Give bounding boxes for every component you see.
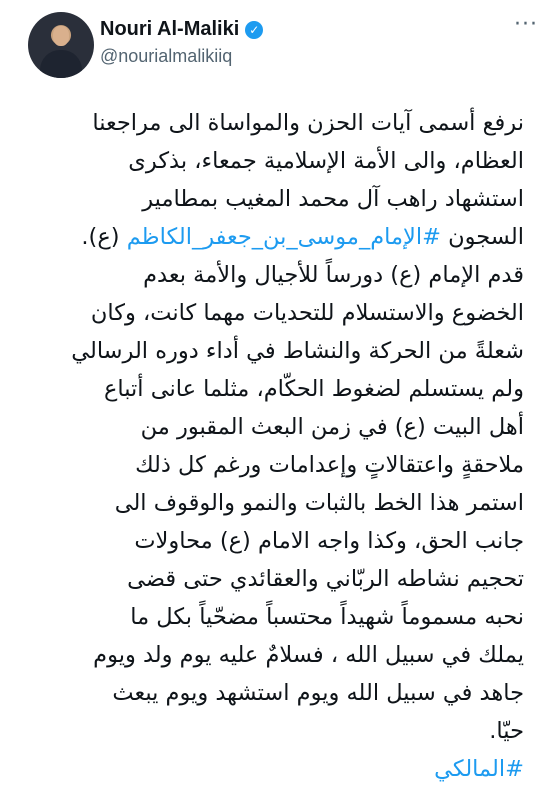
tweet-text-fragment: (ع). (81, 224, 120, 250)
more-options-icon[interactable]: ··· (514, 12, 538, 37)
tweet-header (28, 12, 538, 82)
tweet-line (14, 218, 524, 256)
avatar[interactable] (28, 12, 94, 78)
hashtag-link-maliki[interactable]: #المالكي (434, 756, 524, 782)
tweet-line: العظام، والى الأمة الإسلامية جمعاء، بذكرى (128, 148, 524, 174)
tweet-text-fragment: السجون (448, 224, 524, 250)
author-name-line (100, 18, 263, 41)
author-handle[interactable]: @nourialmalikiiq (100, 46, 233, 66)
tweet-line: الخضوع والاستسلام للتحديات مهما كانت، وكان (90, 300, 524, 326)
tweet-line: حيّا. (489, 718, 524, 744)
tweet-line: نرفع أسمى آيات الحزن والمواساة الى مراجعنا (92, 110, 524, 136)
verified-badge-icon: ✓ (245, 21, 263, 39)
tweet-line: قدم الإمام (ع) دورساً للأجيال والأمة بعدم (143, 262, 524, 288)
tweet-line: جانب الحق، وكذا واجه الامام (ع) محاولات (134, 528, 524, 554)
tweet-line: استشهاد راهب آل محمد المغيب بمطامير (142, 186, 524, 212)
author-name[interactable]: Nouri Al-Maliki (100, 18, 240, 40)
tweet-line: جاهد في سبيل الله ويوم استشهد ويوم يبعث (112, 680, 524, 706)
tweet-text (14, 104, 524, 788)
tweet-line: ملاحقةٍ واعتقالاتٍ وإعدامات ورغم كل ذلك (135, 452, 524, 478)
tweet-line: ولم يستسلم لضغوط الحكّام، مثلما عانى أتباع (103, 376, 524, 402)
tweet-line: يملك في سبيل الله ، فسلامٌ عليه يوم ولد ويوم (93, 642, 524, 668)
hashtag-link-imam[interactable]: #الإمام_موسى_بن_جعفر_الكاظم (126, 224, 441, 250)
tweet-line: شعلةً من الحركة والنشاط في أداء دوره الرسالي (71, 338, 524, 364)
tweet-line: تحجيم نشاطه الربّاني والعقائدي حتى قضى (127, 566, 524, 592)
tweet-line: أهل البيت (ع) في زمن البعث المقبور من (140, 414, 524, 440)
tweet-line: استمر هذا الخط بالثبات والنمو والوقوف الى (114, 490, 524, 516)
tweet-line: نحبه مسموماً شهيداً محتسباً مضحّياً بكل ما (130, 604, 524, 630)
